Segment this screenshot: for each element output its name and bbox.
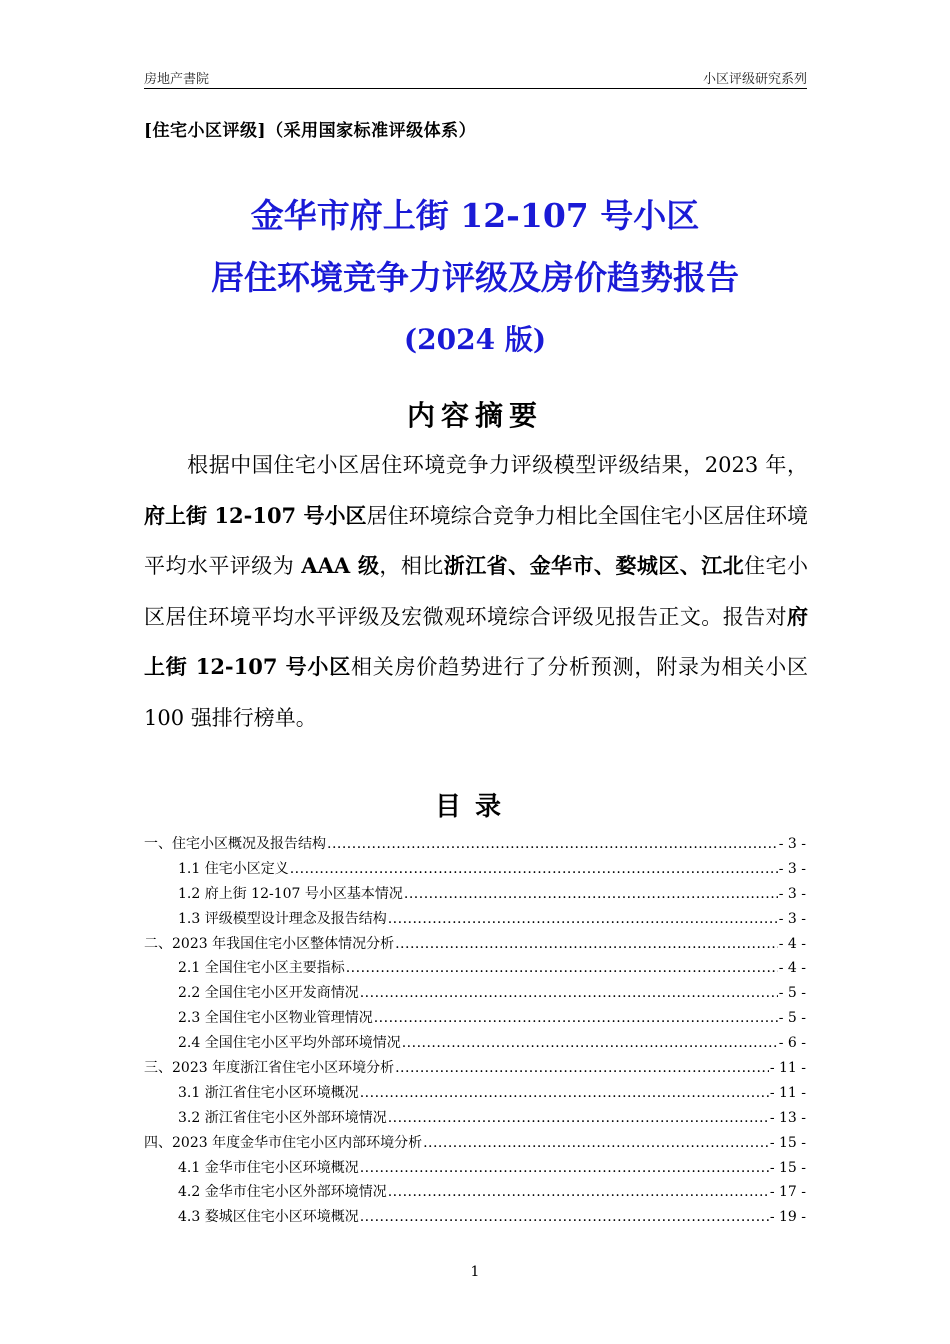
toc-entry[interactable] xyxy=(144,882,806,907)
abstract-emphasis: 府上街 12-107 号小区 xyxy=(144,603,808,679)
toc-leader xyxy=(374,1006,778,1031)
toc-entry[interactable] xyxy=(144,1131,806,1156)
abstract-text: 居住环境综合竞争力相比全国住宅小区居住环境平均水平评级为 xyxy=(144,503,809,578)
toc-entry[interactable] xyxy=(144,1006,806,1031)
toc-leader xyxy=(290,857,778,882)
toc-entry[interactable] xyxy=(144,1180,806,1205)
toc-entry-title: 三、2023 年度浙江省住宅小区环境分析 xyxy=(144,1060,395,1077)
toc-entry-page: - 4 - xyxy=(778,960,806,977)
toc-leader xyxy=(346,956,778,981)
toc-entry-page: - 19 - xyxy=(769,1209,806,1226)
toc-entry[interactable] xyxy=(144,1056,806,1081)
toc-leader xyxy=(360,1081,769,1106)
toc-leader xyxy=(402,1031,778,1056)
toc-entry-page: - 3 - xyxy=(778,885,806,902)
toc-leader xyxy=(360,981,778,1006)
toc-entry-page: - 6 - xyxy=(778,1035,806,1052)
toc-entry-title: 2.1 全国住宅小区主要指标 xyxy=(178,960,345,977)
abstract-text: ，相比 xyxy=(379,554,444,578)
toc-entry[interactable] xyxy=(144,956,806,981)
toc-leader xyxy=(395,932,778,957)
toc-entry-title: 4.2 金华市住宅小区外部环境情况 xyxy=(178,1184,387,1201)
toc-leader xyxy=(388,1106,769,1131)
header-left: 房地产書院 xyxy=(144,72,210,87)
toc-entry-title: 二、2023 年我国住宅小区整体情况分析 xyxy=(144,935,395,952)
abstract-text: 根据中国住宅小区居住环境竞争力评级模型评级结果，2023 年， xyxy=(144,453,808,477)
toc-leader xyxy=(388,1180,769,1205)
toc-leader xyxy=(327,832,778,857)
toc-entry-page: - 4 - xyxy=(778,935,806,952)
toc-entry-page: - 11 - xyxy=(769,1084,806,1101)
toc-entry-title: 2.3 全国住宅小区物业管理情况 xyxy=(178,1010,373,1027)
toc-leader xyxy=(423,1131,769,1156)
toc-entry[interactable] xyxy=(144,1156,806,1181)
abstract-heading: 内容摘要 xyxy=(406,399,543,432)
toc-entry-title: 1.2 府上街 12-107 号小区基本情况 xyxy=(178,885,403,902)
page-number: 1 xyxy=(470,1264,480,1280)
toc-entry-page: - 3 - xyxy=(778,860,806,877)
toc-entry-page: - 13 - xyxy=(769,1109,806,1126)
abstract-emphasis: 浙江省、金华市、婺城区、江北 xyxy=(443,553,745,578)
toc-leader xyxy=(404,882,778,907)
table-of-contents xyxy=(144,832,806,1230)
toc-entry-page: - 3 - xyxy=(778,836,806,852)
title-edition: (2024 版) xyxy=(403,323,547,356)
toc-entry-title: 1.1 住宅小区定义 xyxy=(178,860,289,877)
toc-entry[interactable] xyxy=(144,1081,806,1106)
toc-entry[interactable] xyxy=(144,981,806,1006)
toc-entry[interactable] xyxy=(144,932,806,957)
toc-entry[interactable] xyxy=(144,1031,806,1056)
toc-entry-page: - 5 - xyxy=(778,1010,806,1027)
report-tag: [住宅小区评级]（采用国家标准评级体系） xyxy=(144,121,477,141)
abstract-emphasis: AAA 级 xyxy=(301,553,380,578)
toc-leader xyxy=(360,1156,769,1181)
toc-entry-page: - 3 - xyxy=(778,910,806,927)
toc-entry[interactable] xyxy=(144,1106,806,1131)
abstract-body xyxy=(144,440,808,743)
header-divider xyxy=(144,88,807,89)
toc-entry-page: - 15 - xyxy=(769,1159,806,1176)
toc-leader xyxy=(360,1205,769,1230)
toc-entry-page: - 15 - xyxy=(769,1134,806,1151)
toc-leader xyxy=(395,1056,769,1081)
title-line-2: 居住环境竞争力评级及房价趋势报告 xyxy=(211,258,739,297)
toc-entry[interactable] xyxy=(144,907,806,932)
abstract-emphasis: 府上街 12-107 号小区 xyxy=(144,502,367,528)
toc-leader xyxy=(388,907,778,932)
toc-entry[interactable] xyxy=(144,857,806,882)
toc-entry[interactable] xyxy=(144,1205,806,1230)
toc-heading: 目录 xyxy=(434,792,515,822)
toc-entry-title: 四、2023 年度金华市住宅小区内部环境分析 xyxy=(144,1134,423,1151)
abstract-text: 住宅小区居住环境平均水平评级及宏微观环境综合评级见报告正文。报告对 xyxy=(144,554,808,629)
toc-entry-title: 4.3 婺城区住宅小区环境概况 xyxy=(178,1209,359,1226)
toc-entry-page: - 11 - xyxy=(769,1060,806,1077)
toc-entry-title: 一、住宅小区概况及报告结构 xyxy=(144,836,326,852)
toc-entry-title: 3.2 浙江省住宅小区外部环境情况 xyxy=(178,1109,387,1126)
toc-entry-title: 3.1 浙江省住宅小区环境概况 xyxy=(178,1084,359,1101)
toc-entry[interactable] xyxy=(144,832,806,857)
toc-entry-title: 1.3 评级模型设计理念及报告结构 xyxy=(178,910,387,927)
toc-entry-title: 4.1 金华市住宅小区环境概况 xyxy=(178,1159,359,1176)
abstract-text: 相关房价趋势进行了分析预测，附录为相关小区 100 强排行榜单。 xyxy=(144,655,808,730)
toc-entry-title: 2.2 全国住宅小区开发商情况 xyxy=(178,985,359,1002)
toc-entry-page: - 5 - xyxy=(778,985,806,1002)
title-line-1: 金华市府上街 12-107 号小区 xyxy=(250,196,700,235)
toc-entry-title: 2.4 全国住宅小区平均外部环境情况 xyxy=(178,1035,401,1052)
toc-entry-page: - 17 - xyxy=(769,1184,806,1201)
header-right: 小区评级研究系列 xyxy=(702,72,807,87)
